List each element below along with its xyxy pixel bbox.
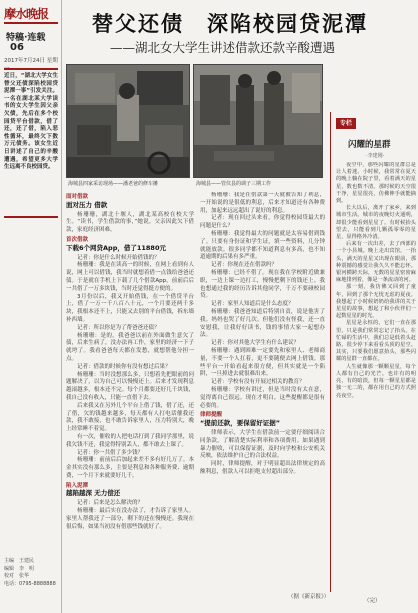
paragraph: 记者：你对其他大学生有什么建议？ <box>211 340 300 347</box>
paragraph: 杨珊珊：遇到困难一定要先和家里人、老师商量，不要一个人扛着，更不要随便去网上借钱。那些平台一开始看起来很方便，但其实就是一个陷阱，一旦掉进去就很难出来。 <box>200 347 325 378</box>
photo-caption-right: 海城县——管仪县的调子三期工作 <box>196 181 272 187</box>
paragraph: 杨珊珊：已经不借了。现在我在学校附近做兼职，一边上课一边打工，慢慢把剩下的钱还上。我也想通过我的经历告诉其他同学，千万不要碰校园贷。 <box>200 269 325 300</box>
sidebar-tag: 专栏 <box>336 118 356 129</box>
subhead-tag: 面对借款 <box>66 194 89 200</box>
article-column-middle <box>200 192 325 602</box>
photo-workers <box>193 64 323 178</box>
paragraph: 杨珊珊：学校有讲过，但是当时没有太在意，觉得离自己很远。现在才明白，这些提醒都是很有必要的。 <box>200 386 325 409</box>
sidebar-paragraph: 那一刻，我仿佛又回到了童年，回到了那个无忧无虑的夏夜。我想起了小时候奶奶给我讲的关于星星的故事，想起了和小伙伴们一起数星星的时光。 <box>336 284 416 320</box>
sidebar-byline: ·李建刚· <box>366 153 385 159</box>
article-column-left <box>66 192 194 602</box>
paragraph: 杨珊珊：当时没想那么多，只想着先把眼前的问题解决了，以为自己可以慢慢还上。后来才发现利息越滚越多，根本还不完。每个月都要还好几千块钱，我自己没有收入，只能一直借下去。 <box>66 371 194 401</box>
paragraph: 记者：你一共借了多少钱？ <box>77 449 144 456</box>
paragraph: 有一次，催收的人把电话打到了我同学那里，说我欠钱不还，我觉得特别丢人，都不敢去上课了。 <box>66 433 194 448</box>
subhead <box>200 412 325 428</box>
section-name: 特稿·连载 <box>6 33 46 43</box>
paragraph: 记者：你现在还在借款吗？ <box>211 262 278 269</box>
subhead-tag: 首次借款 <box>66 236 89 243</box>
paragraph: 杨珊珊：我是在借款第一天就被告知了利息，一开始说的是很低的利息，后来才知道还有各种费用，加起来远远超出了说好的利息。 <box>200 192 325 214</box>
paragraph: 3月份以后，我又开始借钱，在一个借贷平台上，借了一万一千八百八十元，一个月要还两千多块，我根本还不上，只能又去别的平台借钱，拆东墙补西墙。 <box>66 293 194 323</box>
sidebar-paragraph: 星星是永恒的，它们一直在那里，只是我们常常忘记了抬头。在忙碌的生活中，我们总是低着头赶路，很少停下来看看头顶的星空。其实，只要我们愿意抬头，那些闪耀的星群一直都在。 <box>336 320 416 363</box>
credit-editor: 主编 王建民 <box>4 558 35 564</box>
photo-repair-stall <box>66 64 190 178</box>
issue-date: 2017年7月24日 星期一 <box>4 58 58 72</box>
subhead-tag: 律师提醒 <box>200 412 223 419</box>
paragraph: 同时，律师提醒，对于明显超出法律规定的高额利息，借款人可以拒绝支付超出部分。 <box>200 461 325 475</box>
subheadline: ——湖北女大学生讲述借款还款辛酸遭遇 <box>110 40 336 55</box>
subhead <box>66 483 194 499</box>
paragraph: 记者：借款的时候你有没有想过后果？ <box>77 363 171 370</box>
credit-phone: 电话：0795-8888888 <box>4 580 56 587</box>
lead-text: 近日，“湖北大学女生替父还债深陷校园贷泥潭一事”引发关注。一名在湖北某大学读书的女大学生因父亲欠债，先后在多个校园贷平台借款，借了还，还了借，陷入恶性循环，最终欠下数万元债务。该女生近日讲述了自己的辛酸遭遇，希望更多大学生远离不良校园贷。 <box>4 73 58 171</box>
photo-repair-stall-image <box>67 65 190 178</box>
sidebar-title: 闪耀的星群 <box>348 140 391 150</box>
paragraph: 杨珊珊：我觉得最大的问题就是太容易借到钱了。只要有身份证和学生证，填一些资料，几分钟就能放款。很多同学都不知道利息有多高，也不知道逾期的后果有多严重。 <box>200 230 325 261</box>
sidebar-paragraph: 后来有一次出差，去了西部的一个小县城。晚上走出宾馆，一抬头，满天的星星又出现在眼前，那种震撼的感觉让我久久不能忘怀。银河横跨天际，无数的星星密密麻麻地排列着，像是一条流动的河。 <box>336 241 416 284</box>
paragraph: 杨珊珊：前前后后加起来差不多有好几万了。本金其实没有那么多，主要是利息和各种服务费、逾期费，一个月下来就要好几千。 <box>66 457 194 479</box>
paragraph: 杨珊珊：最后实在没办法了，才告诉了家里人。家里人帮我还了一部分，剩下的还在慢慢还。我现在很后悔，如果当初没有借那些钱就好了。 <box>66 508 194 530</box>
credit-designer: 编辑 李 明 <box>4 565 35 572</box>
paragraph: 杨珊珊：我爸爸知道后特别自责，说是他害了我。妈妈也哭了好几次。但他们没有怪我，还一直安慰我，让我好好读书，钱的事情大家一起想办法。 <box>200 308 325 339</box>
sidebar-paragraph: 夜空中，那些闪耀的星群总是让人着迷。小时候，我常常在夏天的晚上躺在院子里，看着满天的星星，数也数不清。那时候的天空很干净，星星很亮，仿佛伸手就能摘到。 <box>336 162 416 205</box>
photo-caption-left: 海城县四家采访现场——潘老爸的修车摊 <box>68 181 159 187</box>
paragraph: 记者：家里人知道后是什么态度？ <box>211 301 294 308</box>
subhead-text: 下载6个网贷App，借了11880元 <box>66 243 166 252</box>
sidebar-end-mark: （完） <box>364 598 381 604</box>
credits <box>4 558 58 588</box>
paragraph: 记者：后来是怎么解决的？ <box>77 500 144 507</box>
paragraph: 记者：学校有没有开展过相关的教育？ <box>211 379 305 386</box>
sidebar-paragraph: 长大以后，离开了家乡，来到城市生活。城市的夜晚灯火通明，却很少能看到星星了。有时候抬头望去，只能看到几颗孤零零的星星，显得格外冷清。 <box>336 205 416 241</box>
masthead-rail <box>0 0 62 613</box>
lead-box <box>4 68 58 218</box>
subhead-tag: 陷入泥潭 <box>66 482 89 489</box>
page-number: 06 <box>10 42 24 53</box>
credit-proof: 校对 张华 <box>4 573 30 579</box>
paragraph: 记者：现在回过头来看，你觉得校园贷最大的问题是什么？ <box>200 215 325 230</box>
paragraph: 杨珊珊：我是在读高一的时候，在网上看到有人说，网上可以借钱，我当时就想着借一点钱给爸爸还债。于是就在手机上下载了几个借款App，前前后后一共借了一万多块钱，当时还觉得挺方便的。 <box>66 262 194 292</box>
subhead-text: 面对压力 借款 <box>66 200 108 209</box>
paragraph: 杨珊珊：是的。我爸爸以前在外面做生意欠了债，后来生病了，没办法再工作，家里的经济一下子就垮了。我看爸爸每天都在发愁，就想帮他分担一点。 <box>66 332 194 362</box>
subhead-text: 越陷越深 无力偿还 <box>66 489 121 498</box>
paragraph: 记者：所以你是为了帮爸爸还债？ <box>77 324 160 331</box>
article-end-mark: （据《新京报》） <box>288 594 330 600</box>
sidebar-paragraph: 人生就像那一颗颗星星，每个人都有自己的光芒。也许有的明亮，有的暗淡，但每一颗星星都是独一无二的，都在用自己的方式照亮夜空。 <box>336 363 416 399</box>
paragraph: 记者：你是什么时候开始借钱的？ <box>77 254 160 261</box>
subhead-text: “提前还款，要保留好证据” <box>200 419 281 428</box>
headline: 替父还债 深陷校园贷泥潭 <box>92 12 368 36</box>
paragraph: 后来我又在另外几个平台上借了钱，借了还，还了借，欠的钱越来越多，每天都有人打电话催我还款，我不敢接，也不敢告诉家里人，压力特别大，晚上经常睡不着觉。 <box>66 402 194 433</box>
paragraph: 杨珊珊，湖北十堰人，湖北某高校在校大学生。“读书，学生借款的事，”她说。父亲因此欠下借款，家庭经济困难。 <box>66 211 194 234</box>
photo-workers-image <box>194 65 323 178</box>
subhead <box>66 237 194 253</box>
subhead <box>66 194 194 210</box>
paragraph: 律师表示，大学生在借款前一定要仔细阅读合同条款，了解清楚实际利率和各项费用。如果遇到暴力催收，可以保留证据，及时向学校和公安机关反映，依法维护自己的合法权益。 <box>200 429 325 460</box>
newspaper-logo: 摩水晚报 <box>4 7 49 21</box>
sidebar-body <box>336 162 416 590</box>
logo-underline <box>4 22 58 24</box>
